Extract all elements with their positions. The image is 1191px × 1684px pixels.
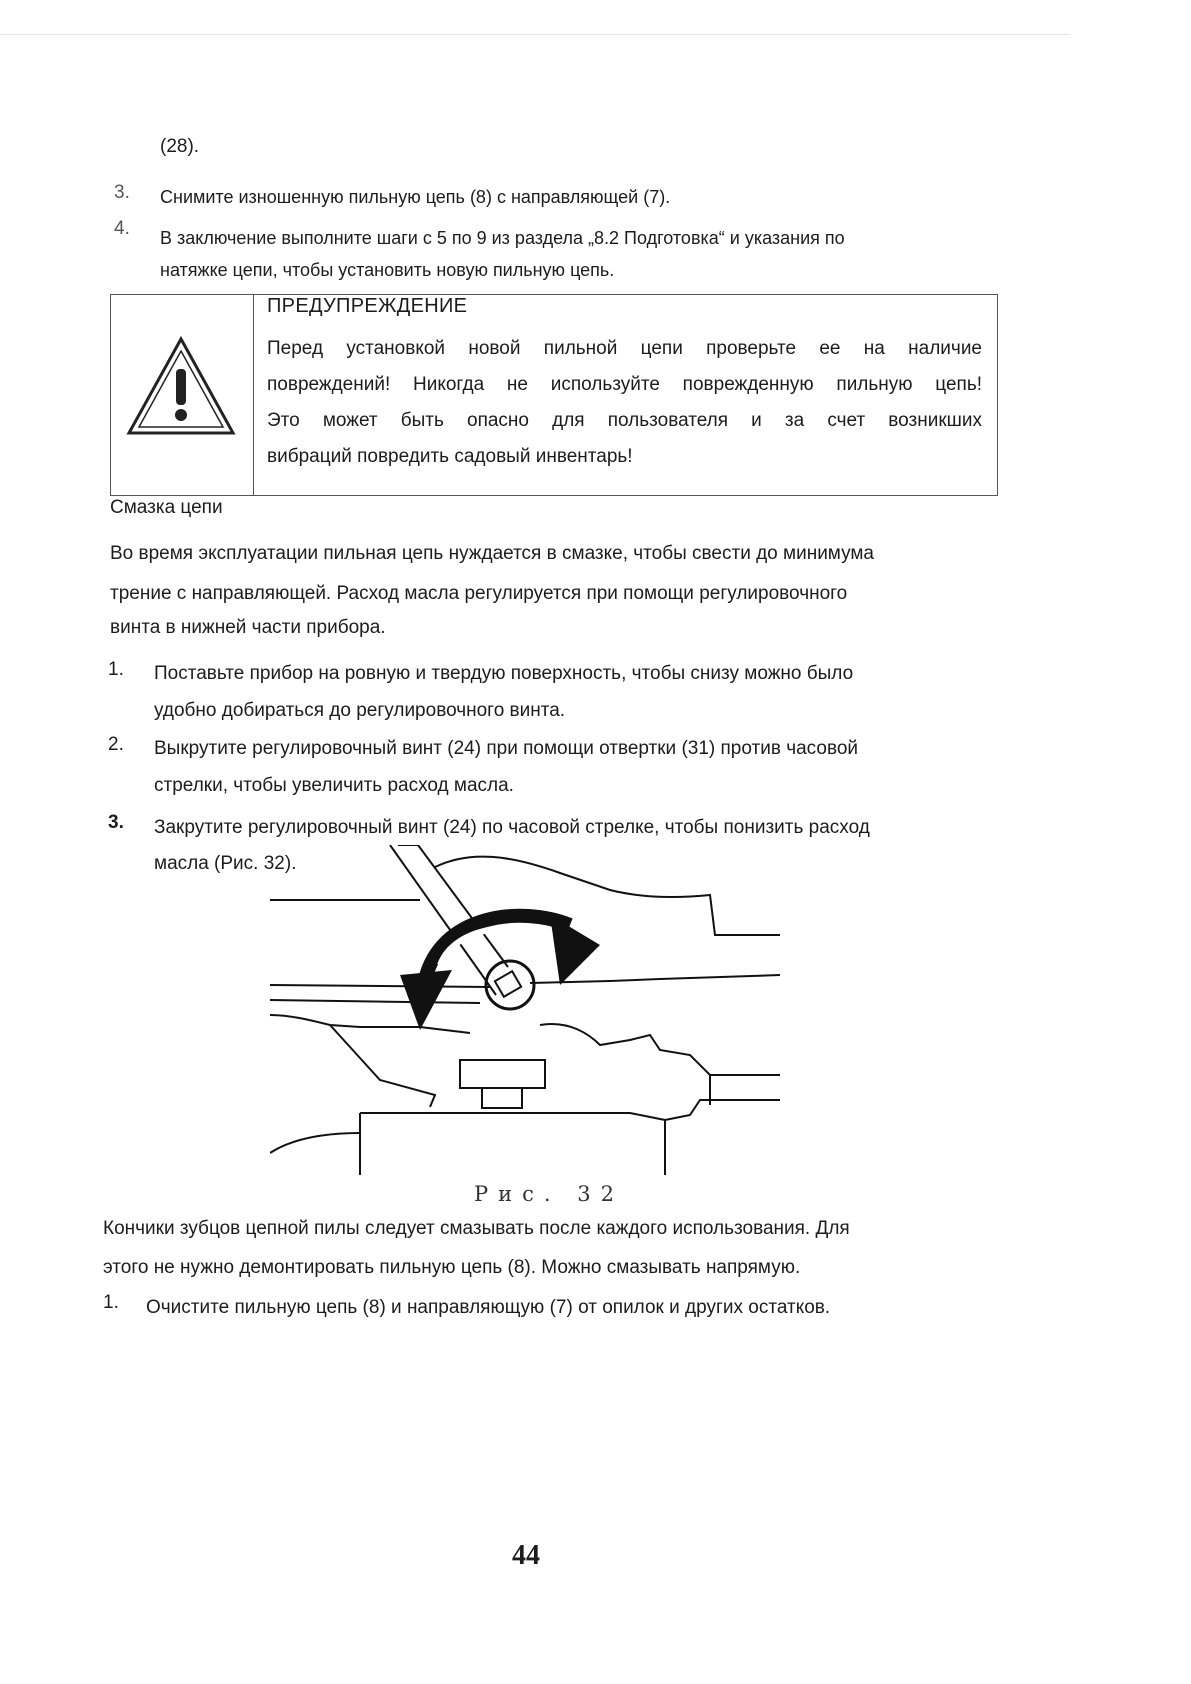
step-number: 3. xyxy=(108,812,124,833)
warning-box xyxy=(110,294,998,496)
step-text-line-2: масла (Рис. 32). xyxy=(154,853,297,874)
step-text-line-1: Поставьте прибор на ровную и твердую поверхность, чтобы снизу можно было xyxy=(154,663,854,684)
step-number: 1. xyxy=(103,1292,119,1313)
body-line: этого не нужно демонтировать пильную цепь (8). Можно смазывать напрямую. xyxy=(103,1257,801,1278)
step-text-line-2: натяжке цепи, чтобы установить новую пильную цепь. xyxy=(160,260,615,280)
page-number: 44 xyxy=(512,1540,540,1571)
step-text: Очистите пильную цепь (8) и направляющую (7) от опилок и других остатков. xyxy=(146,1297,831,1318)
step-number: 2. xyxy=(108,734,124,755)
warning-line: вибраций повредить садовый инвентарь! xyxy=(267,446,633,467)
warning-divider xyxy=(253,295,254,495)
step-text-line-1: В заключение выполните шаги с 5 по 9 из раздела „8.2 Подготовка“ и указания по xyxy=(160,228,845,248)
intro-line: трение с направляющей. Расход масла регулируется при помощи регулировочного xyxy=(110,583,848,604)
intro-line: Во время эксплуатации пильная цепь нуждается в смазке, чтобы свести до минимума xyxy=(110,543,874,564)
warning-title: ПРЕДУПРЕЖДЕНИЕ xyxy=(267,295,468,317)
step-number: 1. xyxy=(108,659,124,680)
oil-adjustment-screw-diagram xyxy=(270,845,780,1175)
warning-line: повреждений! Никогда не используйте поврежденную пильную цепь! xyxy=(267,374,982,395)
intro-line: винта в нижней части прибора. xyxy=(110,617,386,638)
step-text-line-1: Закрутите регулировочный винт (24) по часовой стрелке, чтобы понизить расход xyxy=(154,817,870,838)
section-title: Смазка цепи xyxy=(110,497,223,518)
step-text-line-2: стрелки, чтобы увеличить расход масла. xyxy=(154,775,514,796)
body-line: Кончики зубцов цепной пилы следует смазывать после каждого использования. Для xyxy=(103,1218,850,1239)
step-number: 3. xyxy=(114,182,130,203)
fragment-28: (28). xyxy=(160,136,200,157)
warning-line: Перед установкой новой пильной цепи проверьте ее на наличие xyxy=(267,338,982,359)
step-text-line-1: Выкрутите регулировочный винт (24) при помощи отвертки (31) против часовой xyxy=(154,738,859,759)
step-text-line-2: удобно добираться до регулировочного винта. xyxy=(154,700,566,721)
warning-triangle-icon xyxy=(125,335,237,439)
warning-line: Это может быть опасно для пользователя и за счет возникших xyxy=(267,410,982,431)
step-number: 4. xyxy=(114,218,130,239)
step-text: Снимите изношенную пильную цепь (8) с направляющей (7). xyxy=(160,187,671,207)
figure-caption: Рис. 32 xyxy=(474,1182,624,1206)
scan-edge-line xyxy=(0,34,1070,35)
